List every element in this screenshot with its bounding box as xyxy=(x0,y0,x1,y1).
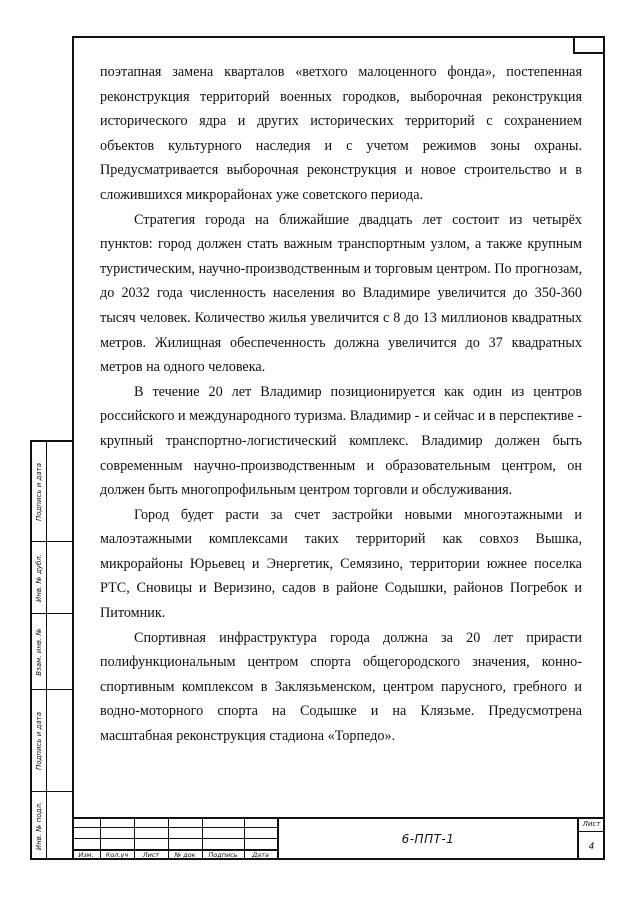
corner-box xyxy=(573,36,605,54)
header-date: Дата xyxy=(252,850,269,859)
header-qty: Кол.уч xyxy=(105,850,129,859)
header-sheet: Лист xyxy=(142,850,160,859)
sheet-number: 4 xyxy=(588,841,595,852)
title-block xyxy=(72,817,605,860)
side-label-dup-inv: Инв. № дубл. xyxy=(35,553,43,602)
side-cell-original-inv xyxy=(32,792,72,860)
paragraph-3: В течение 20 лет Владимир позиционируется как один из центров российского и международного туризма. Владимир - и сейчас и в перспективе - крупный транспортно-логистический комплекс. Владимир должен быть современным научно-производственным и образовательным центром, он должен быть многопрофильным центром торговли и обслуживания. xyxy=(100,383,582,499)
side-cell-signature-date-top xyxy=(32,442,72,542)
side-cell-replace-inv xyxy=(32,614,72,690)
paragraph-2: Стратегия города на ближайшие двадцать лет состоит из четырёх пунктов: город должен стать важным транспортным узлом, а также крупным туристическим, научно-производственным и торговым центром. По прогнозам, до 2032 года численность населения во Владимире увеличится до 350-360 тысяч человек. Количество жилья увеличится с 8 до 13 миллионов квадратных метров. Жилищная обеспеченность должна увеличится до 37 квадратных метров на одного человека. xyxy=(100,211,582,376)
document-code: 6-ППТ-1 xyxy=(401,831,455,846)
header-doc-no: № док xyxy=(174,850,196,859)
paragraph-1: поэтапная замена кварталов «ветхого малоценного фонда», постепенная реконструкция территорий военных городков, выборочная реконструкция исторического ядра и других исторических территорий с сохранением объектов культурного наследия и с учетом режимов зоны охраны. Предусматривается выборочная реконструкция и новое строительство и в сложившихся микрорайонах уже советского периода. xyxy=(100,64,582,203)
side-label-signature-date-top: Подпись и дата xyxy=(35,462,44,521)
side-cell-dup-inv xyxy=(32,542,72,614)
header-change: Изм. xyxy=(78,850,94,859)
side-label-original-inv: Инв. № подл. xyxy=(35,801,44,851)
header-signature: Подпись xyxy=(208,850,238,859)
sheet-label: Лист xyxy=(582,820,601,828)
paragraph-5: Спортивная инфраструктура города должна за 20 лет прирасти полифункциональным центром спорта общегородского значения, конно-спортивным комплексом в Заклязьменском, центром парусного, гребного и водно-моторного спорта на Содышке и на Клязьме. Предусмотрена масштабная реконструкция стадиона «Торпедо». xyxy=(100,629,582,745)
side-label-replace-inv: Взам. инв. № xyxy=(35,627,43,676)
side-cell-signature-date-bottom xyxy=(32,690,72,792)
document-body xyxy=(100,60,582,749)
paragraph-4: Город будет расти за счет застройки новыми многоэтажными и малоэтажными комплексами таких территорий как совхоз Вышка, микрорайоны Юрьевец и Энергетик, Семязино, территории южнее поселка РТС, Сновицы и Веризино, садов в районе Содышки, районов Погребок и Питомник. xyxy=(100,506,582,622)
side-label-signature-date-bottom: Подпись и дата xyxy=(35,711,44,770)
side-stamp xyxy=(30,440,72,860)
